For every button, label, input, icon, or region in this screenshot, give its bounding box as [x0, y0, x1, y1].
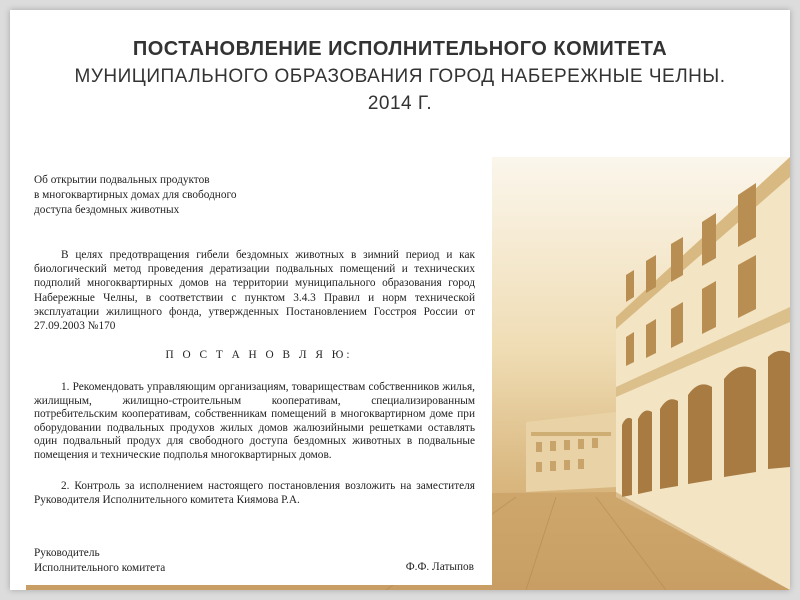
signer-title-line: Исполнительного комитета [34, 561, 166, 574]
subject-line: доступа бездомных животных [34, 204, 180, 216]
slide [10, 10, 790, 590]
subject-line: в многоквартирных домах для свободного [34, 189, 237, 201]
document-preamble: В целях предотвращения гибели бездомных животных в зимний период и как биологический метод проведения дератизации подвальных помещений и технических подполий многоквартирных домов на территории муниципального образования город Набережные Челны, в соответствии с пунктом 3.4.3 Правил и норм технической эксплуатации жилищного фонда, утвержденных Постановлением Госстроя России от 27.09.2003 №170 [34, 249, 475, 333]
signer-title-line: Руководитель [34, 547, 100, 559]
subject-line: Об открытии подвальных продуктов [34, 174, 210, 186]
decree-item-2: 2. Контроль за исполнением настоящего постановления возложить на заместителя Руководителя Исполнительного комитета Киямова Р.А. [34, 480, 475, 506]
slide-title-bold: ПОСТАНОВЛЕНИЕ ИСПОЛНИТЕЛЬНОГО КОМИТЕТА [132, 38, 668, 60]
slide-title [50, 36, 750, 117]
signer-title [34, 546, 165, 575]
decree-heading: П О С Т А Н О В Л Я Ю: [165, 349, 353, 361]
document-subject [34, 173, 294, 218]
decree-item-1: 1. Рекомендовать управляющим организациям, товариществам собственников жилья, жилищным, жилищно-строительным кооперативам, специализированным потребительским кооперативам, собственникам помещений в многоквартирном доме при оборудовании подвальных продухов жилых домов жалюзийными решетками оставлять один подвальный продух для свободного доступа бездомных животных в подвальные помещения и технические подполья многоквартирных домов. [34, 381, 475, 461]
decree-document [26, 157, 492, 585]
slide-title-rest: МУНИЦИПАЛЬНОГО ОБРАЗОВАНИЯ ГОРОД НАБЕРЕЖНЫЕ ЧЕЛНЫ. 2014 Г. [74, 66, 726, 114]
signer-name: Ф.Ф. Латыпов [405, 561, 474, 573]
